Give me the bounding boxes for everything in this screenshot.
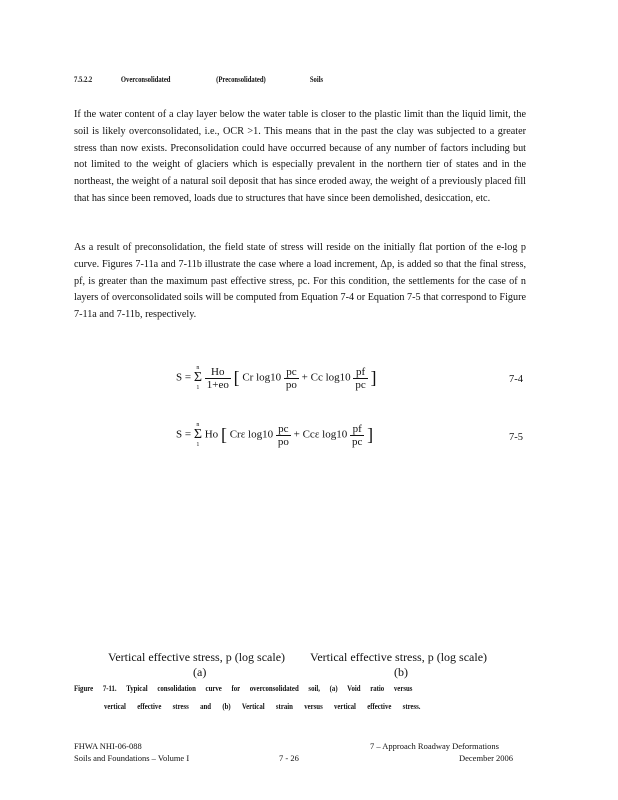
thickness-over-void-ratio: $\frac{Ho}{1+eo}$ [206,365,229,391]
section-title-part2: (Preconsolidated) [216,74,266,84]
paragraph-overconsolidation-intro: If the water content of a clay layer below the water table is closer to the plastic limit than the liquid limit, the soil is likely overconsolidated, i.e., OCR >1. This means that in the past the clay was subjected to a greater stress than now exists. Preconsolidation could have occurred because of any number of factors including but not limited to the weight of glaciers which is especially prevalent in the northern tier of states and in the northeast, the weight of a natural soil deposit that has since eroded away, the weight of a previously placed fill that has since been removed, loads due to structures that have since been demolished, desiccation, etc. [74,109,526,204]
section-title-part3: Soils [309,74,324,84]
footer-left-line1: FHWA NHI-06-088 [74,741,142,751]
footer-right-line2: December 2006 [459,753,514,763]
figure-b-x-axis-label: Vertical effective stress, p (log scale) [310,650,488,664]
section-title-part1: Overconsolidated [120,74,171,84]
equation-7-4: S = n Σ 1 $\frac{Ho}{1+eo}$ [ Cr log10 $\frac{pc}{po}$ + Cc log10 $\frac{pf}{pc}$ ] [176,365,377,391]
figure-caption-line2: vertical effective stress and (b) Vertical strain versus vertical effective stress. [104,701,421,711]
footer-page-number: 7 - 26 [279,753,299,763]
equation-number-7-5: 7-5 [509,432,523,443]
footer-right-line1: 7 – Approach Roadway Deformations [370,741,499,751]
equation-7-5: S = n Σ 1 Ho [ Crε log10 $\frac{pc}{po}$ + Ccε log10 $\frac{pf}{pc}$ ] [176,422,374,448]
summation-symbol: Σ [193,427,202,442]
footer-left-line2: Soils and Foundations – Volume I [74,753,190,763]
figure-panel-b-tag: (b) [394,665,408,679]
section-heading [74,74,323,84]
equation-number-7-4: 7-4 [509,374,523,385]
paragraph-preconsolidation-result: As a result of preconsolidation, the field state of stress will reside on the initially flat portion of the e-log p curve. Figures 7-11a and 7-11b illustrate the case where a load increment, Δp, is added so that the final stress, pf, is greater than the maximum past effective stress, pc. For this condition, the settlements for the case of n layers of overconsolidated soils will be computed from Equation 7-4 or Equation 7-5 that correspond to Figure 7-11a and 7-11b, respectively. [74,242,526,321]
summation-symbol: Σ [193,370,202,385]
figure-caption-line1: Figure 7-11. Typical consolidation curve for overconsolidated soil, (a) Void ratio versus [74,683,413,693]
figure-a-x-axis-label: Vertical effective stress, p (log scale) [108,650,286,664]
figure-panel-a-tag: (a) [193,665,207,679]
section-number: 7.5.2.2 [74,74,93,84]
